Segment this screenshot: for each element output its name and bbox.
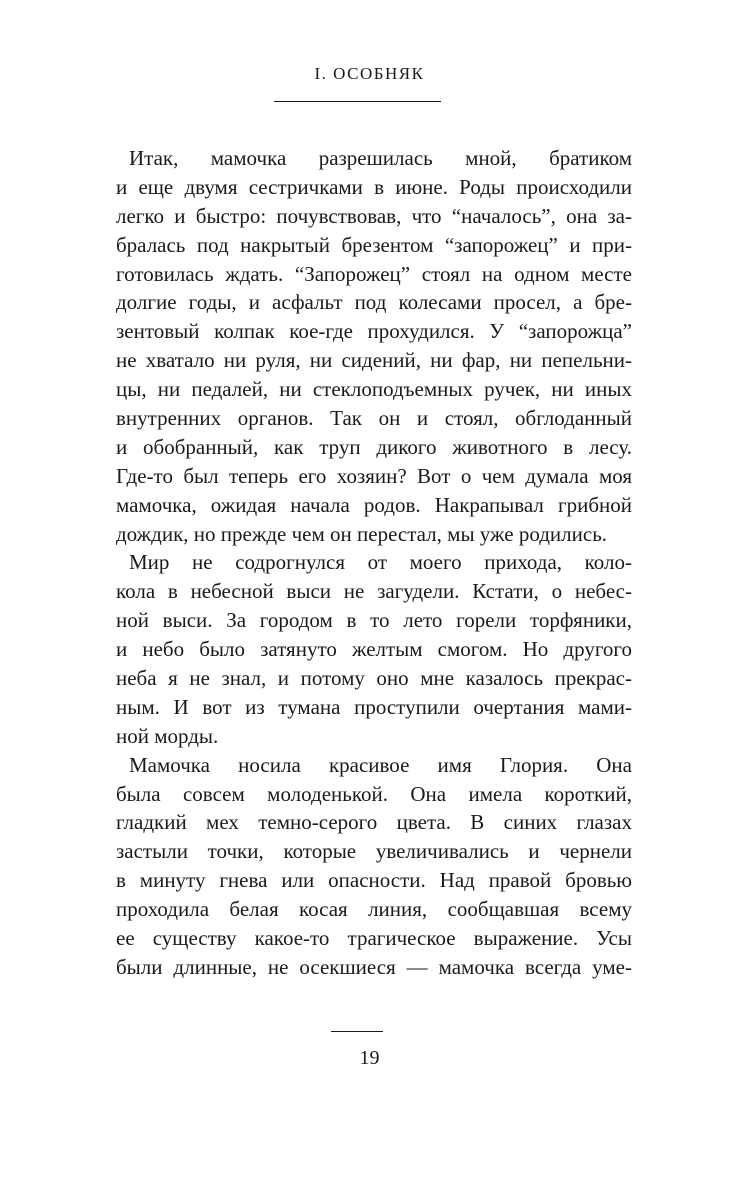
text-line: и еще двумя сестричками в июне. Роды происходили (116, 174, 632, 199)
text-line: дождик, но прежде чем он перестал, мы уже родились. (116, 521, 608, 546)
text-line: Мир не содрогнулся от моего прихода, коло- (129, 550, 632, 575)
text-line: были длинные, не осекшиеся — мамочка всегда уме- (116, 954, 632, 979)
text-line: неба я не знал, и потому оно мне казалось прекрас- (116, 666, 632, 691)
text-line: ной морды. (116, 723, 219, 748)
running-head: I. ОСОБНЯК (314, 64, 425, 83)
text-line: мамочка, ожидая начала родов. Накрапывал грибной (116, 492, 632, 517)
text-line: в минуту гнева или опасности. Над правой бровью (116, 868, 632, 893)
text-line: не хватало ни руля, ни сидений, ни фар, ни пепельни- (116, 348, 632, 373)
text-line: внутренних органов. Так он и стоял, обглоданный (116, 406, 632, 431)
text-line: и небо было затянуто желтым смогом. Но другого (116, 637, 632, 662)
text-line: ее существу какое-то трагическое выражение. Усы (116, 926, 632, 951)
text-line: Итак, мамочка разрешилась мной, братиком (129, 146, 632, 170)
text-line: цы, ни педалей, ни стеклоподъемных ручек, ни иных (116, 377, 632, 402)
text-line: зентовый колпак кое-где прохудился. У “запорожца” (116, 319, 632, 344)
text-line: готовилась ждать. “Запорожец” стоял на одном месте (116, 261, 632, 286)
header-rule (274, 101, 441, 102)
body-text (116, 144, 632, 982)
text-line: гладкий мех темно-серого цвета. В синих глазах (116, 810, 632, 835)
text-line: проходила белая косая линия, сообщавшая всему (116, 897, 632, 922)
text-line: долгие годы, и асфальт под колесами просел, а бре- (116, 290, 632, 315)
page-number: 19 (359, 1047, 380, 1069)
text-line: бралась под накрытый брезентом “запорожец” и при- (116, 232, 632, 257)
text-line: Где-то был теперь его хозяин? Вот о чем думала моя (116, 463, 632, 488)
text-line: была совсем молоденькой. Она имела короткий, (116, 781, 632, 806)
text-line: Мамочка носила красивое имя Глория. Она (129, 752, 632, 777)
text-line: ной выси. За городом в то лето горели торфяники, (116, 608, 632, 633)
footer-rule (331, 1031, 383, 1032)
text-line: застыли точки, которые увеличивались и чернели (116, 839, 632, 864)
text-line: кола в небесной выси не загудели. Кстати, о небес- (116, 579, 632, 604)
text-line: легко и быстро: почувствовав, что “началось”, она за- (116, 203, 632, 228)
text-line: и обобранный, как труп дикого животного в лесу. (116, 434, 632, 459)
text-line: ным. И вот из тумана проступили очертания мами- (116, 694, 632, 719)
